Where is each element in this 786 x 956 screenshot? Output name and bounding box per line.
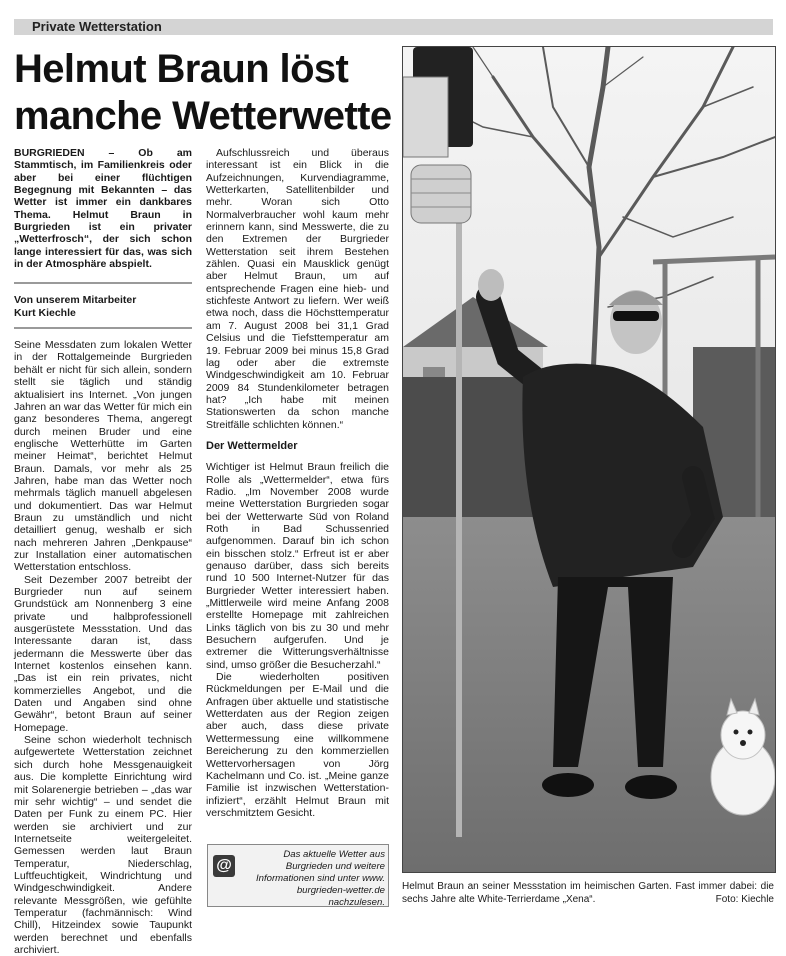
at-icon: @ [213,855,235,877]
body-paragraph: Seine Messdaten zum lokalen Wetter in der Rottalgemeinde Burgrieden behält er nicht für sich allein, sondern stellt sie täglich und ständig aktualisiert ins Internet. „Von jungen Jahren an war das Wetter für mich ein ganz besonderes Thema, angeregt durch meinen Bruder und eine englische Wetterhütte im Garten meiner Heimat“, berichtet Helmut Braun. Damals, vor mehr als 25 Jahren, habe man das Wetter noch mehrmals täglich manuell abgelesen und dokumentiert. Das war Helmut Braun zu umständlich und nicht detailliert genug, weshalb er sich nach mehreren Jahren „Denkpause“ zur Installation einer automatischen Wetterstation entschloss. [14,339,192,574]
caption-text: Helmut Braun an seiner Messstation im heimischen Garten. Fast immer dabei: die sechs Jahre alte White-Terrierdame „Xena“. [402,881,774,905]
divider [14,282,192,284]
byline-role: Von unserem Mitarbeiter [14,294,137,307]
body-paragraph: Seit Dezember 2007 betreibt der Burgrieder nun auf seinem Grundstück am Nonnenberg 3 eine private und halbprofessionell ausgerüstete Messstation. Und das Interessante daran ist, dass jedermann die Messwerte über das Internet kostenlos einsehen kann. „Das ist ein rein privates, nicht kommerzielles Angebot, und die Daten und Angaben sind ohne Gewähr“, betont Braun auf seiner Homepage. [14,573,192,734]
body-paragraph: Wichtiger ist Helmut Braun freilich die Rolle als „Wettermelder“, etwa fürs Radio. „Im November 2008 wurde meine Wetterstation Burgrieden sogar bei der Wetterwarte Süd von Roland Roth in Bad Schussenried aufgenommen. Darauf bin ich schon ein bisschen stolz.“ Erfreut ist er aber genauso darüber, dass sich bereits rund 10 500 Internet-Nutzer für das Burgrieder Wetter interessiert haben. „Mittlerweile wird meine Anfang 2008 erstellte Homepage mit zahlreichen Links täglich von bis zu 30 und mehr Besuchern aufgerufen. Und je extremer die Witterungsverhältnisse sind, umso größer die Besucherzahl.“ [206,461,389,671]
photo [402,46,776,873]
rubric: Private Wetterstation [32,19,162,34]
byline-author: Kurt Kiechle [14,306,76,319]
body-paragraph: Aufschlussreich und überaus interessant ist ein Blick in die Aufzeichnungen, Kurvendiagramme, Wetterkarten, Satellitenbilder und mehr. Woran sich Otto Normalverbraucher wohl kaum mehr erinnern kann, sind Messwerte, die zu den Extremen der Burgrieder Wetterstation seit ihrem Bestehen zählen. Quasi ein Mausklick genügt aber Helmut Braun, um auf entsprechende Fragen eine hieb- und stichfeste Antwort zu liefern. Wer weiß etwa noch, dass die Höchsttemperatur am 7. August 2008 bei 31,1 Grad Celsius und die Tiefsttemperatur am 19. Februar 2009 bei minus 15,8 Grad lag oder aber die extremste Windgeschwindigkeit am 10. Februar 2009 84 Stundenkilometer betragen hat? „Ich habe mit meinen Stationswerten da schon manche Streitfälle schlichten können.“ [206,147,389,431]
info-box-text: Das aktuelle Wetter aus Burgrieden und weitere Informationen sind unter www. burgrieden-wetter.de nachzulesen. [255,849,385,908]
body-paragraph: Seine schon wiederholt technisch aufgewertete Wetterstation zeichnet sich durch hohe Messgenauigkeit aus. Die komplette Einrichtung wird mit Solarenergie betrieben – „das war mir sehr wichtig“ – und sendet die Daten per Funk zu einem PC. Hier werden sie archiviert und zur Internetseite weitergeleitet. Gemessen werden laut Braun Temperatur, Niederschlag, Luftfeuchtigkeit, Windrichtung und Windgeschwindigkeit. Andere relevante Messgrößen, wie gefühlte Temperatur (fachmännisch: Wind Chill), Hitzeindex sowie Taupunkt werden berechnet und ebenfalls archiviert. [14,734,192,956]
column-1 [14,147,192,956]
info-box [207,844,389,907]
byline [14,294,192,319]
lead-paragraph: BURGRIEDEN – Ob am Stammtisch, im Familienkreis oder aber bei einer flüchtigen Begegnung mit Bekannten – das Wetter ist immer ein dankbares Thema. Helmut Braun in Burgrieden ist ein privater „Wetterfrosch“, der sich schon lange interessiert für das, was sich in der Atmosphäre abspielt. [14,147,192,271]
photo-illustration [403,47,775,872]
photo-caption [402,880,774,906]
body-paragraph: Die wiederholten positiven Rückmeldungen per E-Mail und die Anfragen über aktuelle und statistische Wetterdaten aus der Region zeigen aber auch, dass diese private Wettermessung eine willkommene Bereicherung zu den kommerziellen Wettervorhersagen von Jörg Kachelmann und Co. ist. „Meine ganze Familie ist inzwischen Wetterstation-infiziert“, erzählt Helmut Braun mit verschmitztem Gesicht. [206,671,389,819]
subheading: Der Wettermelder [206,439,298,452]
column-2 [206,147,389,819]
divider [14,327,192,329]
photo-credit: Foto: Kiechle [715,894,774,905]
headline: Helmut Braun löst manche Wetterwette [14,47,392,138]
